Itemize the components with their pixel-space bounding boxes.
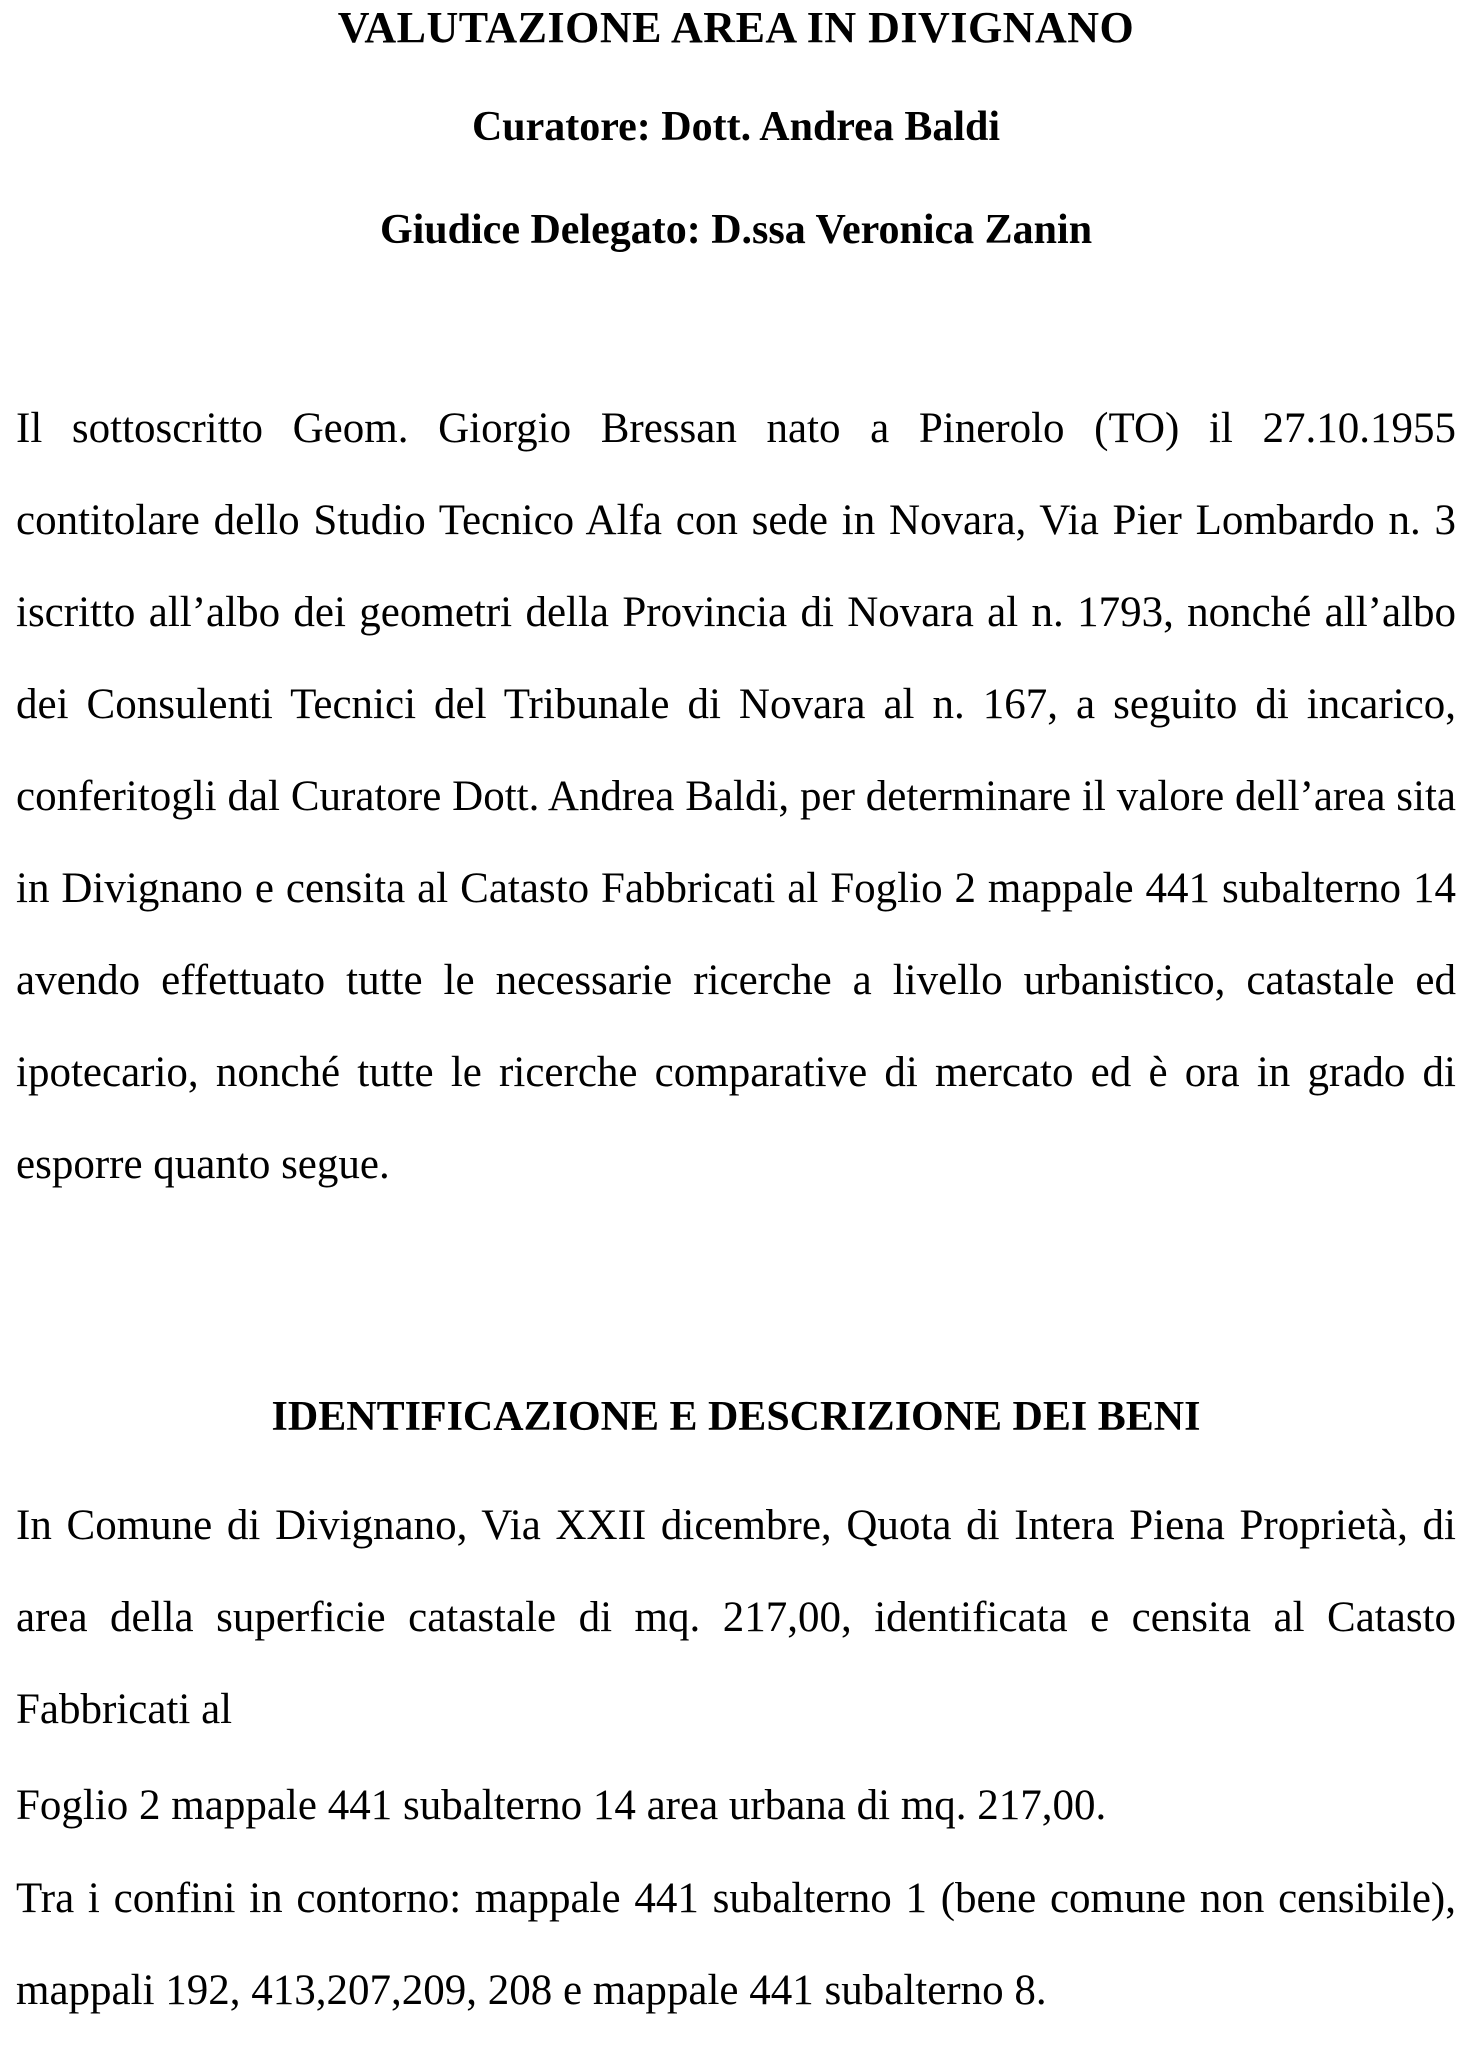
section-heading: IDENTIFICAZIONE E DESCRIZIONE DEI BENI bbox=[271, 1394, 1201, 1440]
confini-paragraph: Tra i confini in contorno: mappale 441 subalterno 1 (bene comune non censibile), mappali 192, 413,207,209, 208 e mappale 441 subalterno 8. bbox=[16, 1875, 1456, 2014]
curatore-line: Curatore: Dott. Andrea Baldi bbox=[471, 104, 1001, 150]
document-title: VALUTAZIONE AREA IN DIVIGNANO bbox=[337, 3, 1135, 52]
section-paragraph: In Comune di Divignano, Via XXII dicembre, Quota di Intera Piena Proprietà, di area della superficie catastale di mq. 217,00, identificata e censita al Catasto Fabbricati al bbox=[16, 1502, 1456, 1733]
intro-paragraph: Il sottoscritto Geom. Giorgio Bressan nato a Pinerolo (TO) il 27.10.1955 contitolare dello Studio Tecnico Alfa con sede in Novara, Via Pier Lombardo n. 3 iscritto all’albo dei geometri della Provincia di Novara al n. 1793, nonché all’albo dei Consulenti Tecnici del Tribunale di Novara al n. 167, a seguito di incarico, conferitogli dal Curatore Dott. Andrea Baldi, per determinare il valore dell’area sita in Divignano e censita al Catasto Fabbricati al Foglio 2 mappale 441 subalterno 14 avendo effettuato tutte le necessarie ricerche a livello urbanistico, catastale ed ipotecario, nonché tutte le ricerche comparative di mercato ed è ora in grado di esporre quanto segue. bbox=[16, 405, 1456, 1188]
giudice-line: Giudice Delegato: D.ssa Veronica Zanin bbox=[379, 207, 1093, 253]
foglio-line: Foglio 2 mappale 441 subalterno 14 area urbana di mq. 217,00. bbox=[16, 1782, 1107, 1829]
